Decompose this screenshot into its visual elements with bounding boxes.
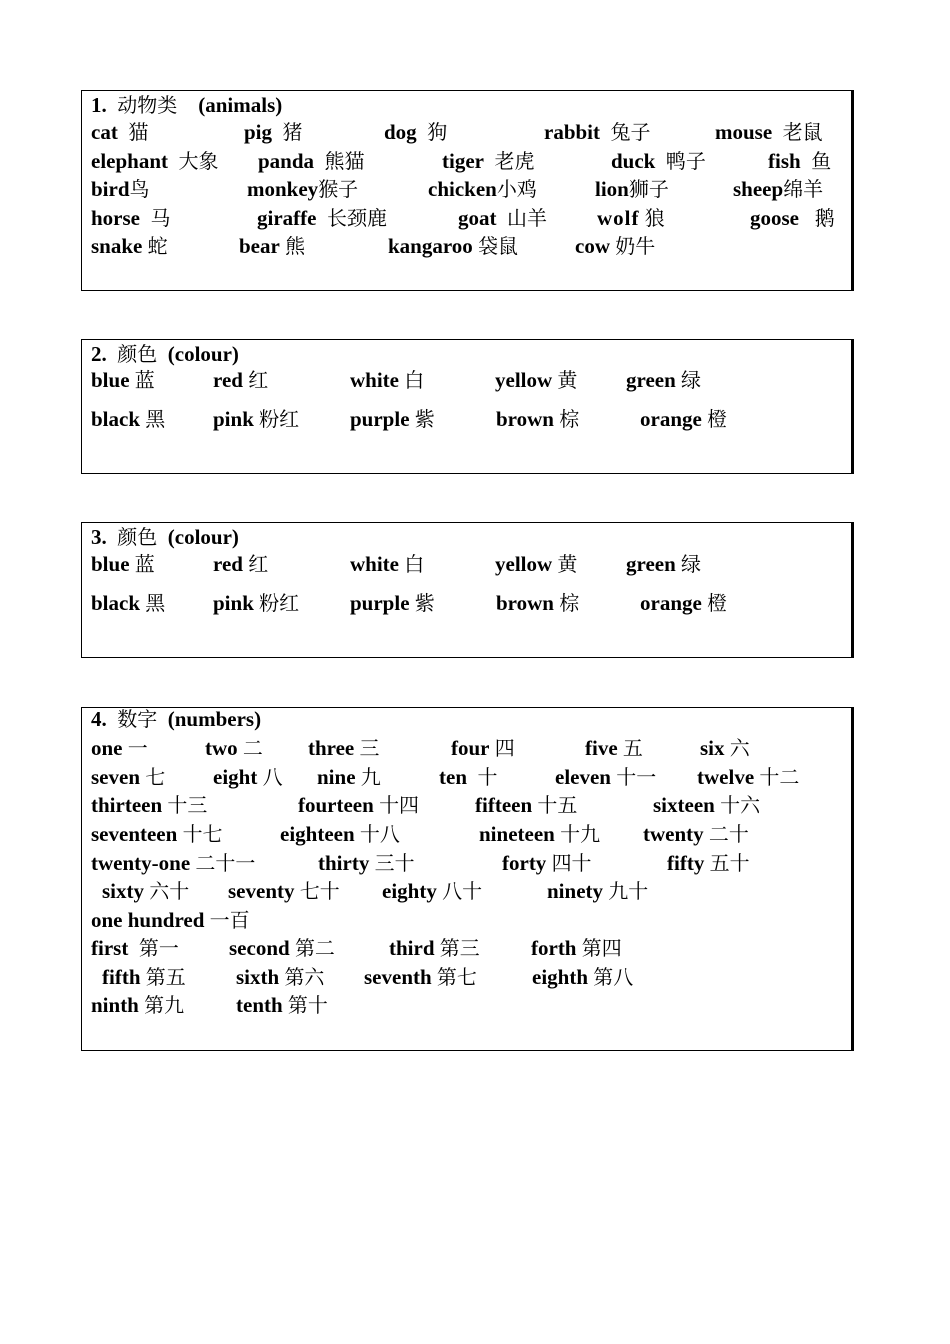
english-word: tenth bbox=[236, 993, 283, 1017]
vocab-row bbox=[82, 934, 851, 962]
chinese-translation: 五十 bbox=[709, 851, 750, 875]
chinese-translation: 六 bbox=[729, 736, 750, 760]
english-word: chicken bbox=[428, 177, 497, 201]
vocab-entry bbox=[643, 820, 749, 848]
english-word: elephant bbox=[91, 149, 169, 173]
chinese-translation: 黄 bbox=[557, 368, 578, 392]
english-word: yellow bbox=[495, 368, 553, 392]
vocab-row bbox=[82, 147, 851, 175]
vocab-entry bbox=[626, 550, 701, 578]
chinese-translation: 红 bbox=[248, 552, 269, 576]
english-word: eighteen bbox=[280, 822, 355, 846]
vocab-entry bbox=[91, 906, 250, 934]
vocab-entry bbox=[247, 175, 358, 203]
vocab-entry bbox=[91, 849, 255, 877]
vocab-entry bbox=[91, 763, 165, 791]
english-word: duck bbox=[611, 149, 656, 173]
english-word: nineteen bbox=[479, 822, 555, 846]
chinese-translation: 第二 bbox=[294, 936, 335, 960]
english-word: goose bbox=[750, 206, 799, 230]
chinese-translation: 十二 bbox=[759, 765, 800, 789]
chinese-translation: 鹅 bbox=[814, 206, 835, 230]
chinese-translation: 蓝 bbox=[134, 552, 155, 576]
vocab-entry bbox=[733, 175, 823, 203]
vocab-entry bbox=[496, 589, 579, 617]
english-word: fifteen bbox=[475, 793, 533, 817]
english-word: sixth bbox=[236, 965, 280, 989]
english-word: pig bbox=[244, 120, 273, 144]
vocab-entry bbox=[213, 763, 283, 791]
vocab-entry bbox=[439, 763, 498, 791]
vocab-entry bbox=[91, 589, 165, 617]
chinese-translation: 四十 bbox=[551, 851, 592, 875]
vocab-entry bbox=[91, 934, 179, 962]
chinese-translation: 七十 bbox=[299, 879, 340, 903]
chinese-translation: 十七 bbox=[182, 822, 223, 846]
vocab-entry bbox=[91, 820, 223, 848]
english-word: seventy bbox=[228, 879, 295, 903]
english-word: blue bbox=[91, 368, 130, 392]
vocab-entry bbox=[700, 734, 750, 762]
vocab-row bbox=[82, 791, 851, 819]
english-word: black bbox=[91, 591, 141, 615]
vocab-row bbox=[82, 405, 851, 433]
english-word: forth bbox=[531, 936, 577, 960]
section-title: 2. 颜色 (colour) bbox=[91, 342, 239, 366]
english-word: six bbox=[700, 736, 725, 760]
english-word: brown bbox=[496, 591, 554, 615]
english-word: pink bbox=[213, 407, 254, 431]
chinese-translation: 第六 bbox=[284, 965, 325, 989]
english-word: nine bbox=[317, 765, 356, 789]
english-word: bird bbox=[91, 177, 130, 201]
chinese-translation: 三 bbox=[359, 736, 380, 760]
chinese-translation: 狼 bbox=[644, 206, 665, 230]
vocab-entry bbox=[388, 232, 518, 260]
chinese-translation: 十 bbox=[477, 765, 498, 789]
english-word: third bbox=[389, 936, 435, 960]
chinese-translation: 黄 bbox=[557, 552, 578, 576]
vocab-entry bbox=[236, 991, 328, 1019]
chinese-translation: 鸭子 bbox=[665, 149, 706, 173]
vocab-entry bbox=[768, 147, 831, 175]
chinese-translation: 二 bbox=[242, 736, 263, 760]
vocab-row bbox=[82, 820, 851, 848]
english-word: two bbox=[205, 736, 238, 760]
chinese-translation: 十六 bbox=[720, 793, 761, 817]
english-word: twenty bbox=[643, 822, 704, 846]
chinese-translation: 猫 bbox=[128, 120, 149, 144]
chinese-translation: 猴子 bbox=[318, 177, 359, 201]
vocab-entry bbox=[479, 820, 600, 848]
english-word: white bbox=[350, 368, 399, 392]
chinese-translation: 棕 bbox=[559, 407, 580, 431]
english-word: fifth bbox=[102, 965, 141, 989]
vocab-row bbox=[82, 118, 851, 146]
vocab-entry bbox=[502, 849, 592, 877]
english-word: sixteen bbox=[653, 793, 715, 817]
chinese-translation: 第九 bbox=[144, 993, 185, 1017]
chinese-translation: 十四 bbox=[379, 793, 420, 817]
vocab-entry bbox=[91, 791, 207, 819]
chinese-translation: 绵羊 bbox=[783, 177, 824, 201]
vocab-entry bbox=[91, 232, 168, 260]
vocab-entry bbox=[350, 589, 435, 617]
vocab-entry bbox=[384, 118, 447, 146]
vocab-entry bbox=[667, 849, 750, 877]
chinese-translation: 粉红 bbox=[259, 591, 300, 615]
vocab-entry bbox=[475, 791, 577, 819]
chinese-translation: 红 bbox=[248, 368, 269, 392]
vocab-entry bbox=[91, 175, 150, 203]
vocab-entry bbox=[91, 147, 219, 175]
vocab-entry bbox=[91, 118, 148, 146]
chinese-translation: 橙 bbox=[707, 591, 728, 615]
section-3-box bbox=[81, 522, 852, 658]
vocab-entry bbox=[428, 175, 537, 203]
vocab-entry bbox=[575, 232, 655, 260]
vocab-entry bbox=[451, 734, 515, 762]
chinese-translation: 第七 bbox=[436, 965, 477, 989]
chinese-translation: 猪 bbox=[282, 120, 303, 144]
chinese-translation: 四 bbox=[494, 736, 515, 760]
vocab-row bbox=[82, 175, 851, 203]
vocab-entry bbox=[91, 550, 155, 578]
english-word: three bbox=[308, 736, 355, 760]
chinese-translation: 第十 bbox=[287, 993, 328, 1017]
chinese-translation: 粉红 bbox=[259, 407, 300, 431]
vocab-entry bbox=[102, 877, 189, 905]
english-word: green bbox=[626, 368, 676, 392]
section-title: 1. 动物类 (animals) bbox=[91, 93, 283, 117]
chinese-translation: 第一 bbox=[138, 936, 179, 960]
english-word: kangaroo bbox=[388, 234, 473, 258]
vocab-entry bbox=[495, 550, 577, 578]
english-word: four bbox=[451, 736, 490, 760]
chinese-translation: 熊猫 bbox=[324, 149, 365, 173]
vocab-row bbox=[82, 877, 851, 905]
english-word: blue bbox=[91, 552, 130, 576]
english-word: fourteen bbox=[298, 793, 374, 817]
chinese-translation: 棕 bbox=[559, 591, 580, 615]
section-1-box bbox=[81, 90, 852, 291]
chinese-translation: 八十 bbox=[442, 879, 483, 903]
vocab-entry bbox=[350, 550, 424, 578]
chinese-translation: 蓝 bbox=[134, 368, 155, 392]
vocab-entry bbox=[389, 934, 480, 962]
vocab-row bbox=[82, 906, 851, 934]
english-word: second bbox=[229, 936, 290, 960]
section-title: 4. 数字 (numbers) bbox=[91, 707, 262, 731]
chinese-translation: 熊 bbox=[285, 234, 306, 258]
english-word: seven bbox=[91, 765, 140, 789]
vocab-row bbox=[82, 589, 851, 617]
chinese-translation: 紫 bbox=[414, 591, 435, 615]
chinese-translation: 鱼 bbox=[811, 149, 832, 173]
english-word: horse bbox=[91, 206, 140, 230]
vocab-entry bbox=[213, 366, 268, 394]
vocab-entry bbox=[382, 877, 482, 905]
english-word: sheep bbox=[733, 177, 784, 201]
vocab-entry bbox=[213, 589, 299, 617]
vocab-entry bbox=[640, 589, 727, 617]
chinese-translation: 十三 bbox=[167, 793, 208, 817]
vocab-entry bbox=[544, 118, 651, 146]
chinese-translation: 第八 bbox=[593, 965, 634, 989]
vocab-entry bbox=[102, 963, 186, 991]
chinese-translation: 白 bbox=[404, 552, 425, 576]
english-word: black bbox=[91, 407, 141, 431]
english-word: green bbox=[626, 552, 676, 576]
chinese-translation: 十一 bbox=[616, 765, 657, 789]
chinese-translation: 二十一 bbox=[195, 851, 256, 875]
vocab-row bbox=[82, 734, 851, 762]
chinese-translation: 二十 bbox=[708, 822, 749, 846]
vocab-entry bbox=[91, 405, 165, 433]
vocab-entry bbox=[585, 734, 643, 762]
english-word: orange bbox=[640, 407, 702, 431]
chinese-translation: 六十 bbox=[149, 879, 190, 903]
vocab-row bbox=[82, 204, 851, 232]
chinese-translation: 九 bbox=[360, 765, 381, 789]
vocab-entry bbox=[91, 366, 155, 394]
english-word: twelve bbox=[697, 765, 755, 789]
english-word: five bbox=[585, 736, 618, 760]
vocab-entry bbox=[640, 405, 727, 433]
vocab-entry bbox=[547, 877, 648, 905]
vocab-entry bbox=[495, 366, 577, 394]
vocab-entry bbox=[244, 118, 303, 146]
chinese-translation: 狗 bbox=[427, 120, 448, 144]
chinese-translation: 狮子 bbox=[628, 177, 669, 201]
english-word: rabbit bbox=[544, 120, 601, 144]
vocab-entry bbox=[532, 963, 633, 991]
english-word: purple bbox=[350, 407, 410, 431]
english-word: ninth bbox=[91, 993, 139, 1017]
chinese-translation: 紫 bbox=[414, 407, 435, 431]
vocab-entry bbox=[715, 118, 823, 146]
vocab-entry bbox=[236, 963, 324, 991]
english-word: panda bbox=[258, 149, 315, 173]
vocab-entry bbox=[626, 366, 701, 394]
vocab-entry bbox=[595, 175, 669, 203]
english-word: tiger bbox=[442, 149, 484, 173]
section-2-box bbox=[81, 339, 852, 474]
english-word: eighty bbox=[382, 879, 437, 903]
vocab-entry bbox=[308, 734, 380, 762]
vocab-row bbox=[82, 550, 851, 578]
vocab-entry bbox=[555, 763, 656, 791]
english-word: dog bbox=[384, 120, 417, 144]
vocab-entry bbox=[611, 147, 706, 175]
chinese-translation: 第三 bbox=[439, 936, 480, 960]
vocab-entry bbox=[298, 791, 419, 819]
english-word: fish bbox=[768, 149, 801, 173]
vocab-entry bbox=[697, 763, 799, 791]
vocab-entry bbox=[350, 405, 435, 433]
vocab-entry bbox=[213, 405, 299, 433]
chinese-translation: 九十 bbox=[608, 879, 649, 903]
english-word: monkey bbox=[247, 177, 319, 201]
english-word: forty bbox=[502, 851, 547, 875]
vocab-entry bbox=[597, 204, 665, 232]
chinese-translation: 十九 bbox=[560, 822, 601, 846]
chinese-translation: 三十 bbox=[374, 851, 415, 875]
english-word: cow bbox=[575, 234, 610, 258]
english-word: brown bbox=[496, 407, 554, 431]
chinese-translation: 第四 bbox=[581, 936, 622, 960]
english-word: orange bbox=[640, 591, 702, 615]
english-word: first bbox=[91, 936, 129, 960]
english-word: lion bbox=[595, 177, 629, 201]
chinese-translation: 鸟 bbox=[129, 177, 150, 201]
chinese-translation: 老鼠 bbox=[782, 120, 823, 144]
vocab-entry bbox=[205, 734, 263, 762]
vocab-entry bbox=[257, 204, 387, 232]
english-word: twenty-one bbox=[91, 851, 191, 875]
chinese-translation: 小鸡 bbox=[496, 177, 537, 201]
vocab-entry bbox=[750, 204, 835, 232]
english-word: eighth bbox=[532, 965, 589, 989]
vocab-entry bbox=[239, 232, 305, 260]
english-word: red bbox=[213, 552, 243, 576]
vocab-entry bbox=[496, 405, 579, 433]
chinese-translation: 十八 bbox=[359, 822, 400, 846]
english-word: thirteen bbox=[91, 793, 163, 817]
chinese-translation: 长颈鹿 bbox=[326, 206, 387, 230]
vocab-entry bbox=[213, 550, 268, 578]
vocab-row bbox=[82, 763, 851, 791]
chinese-translation: 一百 bbox=[209, 908, 250, 932]
english-word: fifty bbox=[667, 851, 705, 875]
vocab-entry bbox=[458, 204, 547, 232]
vocab-entry bbox=[91, 204, 171, 232]
chinese-translation: 十五 bbox=[537, 793, 578, 817]
english-word: eleven bbox=[555, 765, 611, 789]
english-word: one hundred bbox=[91, 908, 205, 932]
vocab-entry bbox=[364, 963, 477, 991]
english-word: bear bbox=[239, 234, 280, 258]
english-word: purple bbox=[350, 591, 410, 615]
chinese-translation: 大象 bbox=[178, 149, 219, 173]
english-word: seventh bbox=[364, 965, 432, 989]
vocab-entry bbox=[531, 934, 622, 962]
english-word: one bbox=[91, 736, 123, 760]
vocab-row bbox=[82, 366, 851, 394]
english-word: giraffe bbox=[257, 206, 317, 230]
vocab-entry bbox=[318, 849, 415, 877]
chinese-translation: 七 bbox=[145, 765, 166, 789]
chinese-translation: 绿 bbox=[681, 552, 702, 576]
vocab-entry bbox=[280, 820, 400, 848]
vocab-entry bbox=[228, 877, 340, 905]
vocab-row bbox=[82, 849, 851, 877]
vocab-entry bbox=[91, 734, 148, 762]
vocab-row bbox=[82, 991, 851, 1019]
english-word: pink bbox=[213, 591, 254, 615]
vocab-entry bbox=[229, 934, 335, 962]
vocab-entry bbox=[442, 147, 534, 175]
chinese-translation: 橙 bbox=[707, 407, 728, 431]
english-word: thirty bbox=[318, 851, 370, 875]
chinese-translation: 白 bbox=[404, 368, 425, 392]
chinese-translation: 老虎 bbox=[494, 149, 535, 173]
english-word: ten bbox=[439, 765, 467, 789]
english-word: red bbox=[213, 368, 243, 392]
chinese-translation: 山羊 bbox=[507, 206, 547, 230]
vocab-entry bbox=[317, 763, 381, 791]
chinese-translation: 八 bbox=[262, 765, 283, 789]
english-word: yellow bbox=[495, 552, 553, 576]
chinese-translation: 袋鼠 bbox=[478, 234, 519, 258]
chinese-translation: 五 bbox=[622, 736, 643, 760]
section-title: 3. 颜色 (colour) bbox=[91, 525, 239, 549]
vocab-entry bbox=[91, 991, 184, 1019]
english-word: cat bbox=[91, 120, 118, 144]
vocab-entry bbox=[653, 791, 760, 819]
english-word: sixty bbox=[102, 879, 144, 903]
english-word: ninety bbox=[547, 879, 604, 903]
chinese-translation: 马 bbox=[150, 206, 171, 230]
chinese-translation: 蛇 bbox=[147, 234, 168, 258]
chinese-translation: 绿 bbox=[681, 368, 702, 392]
vocab-row bbox=[82, 232, 851, 260]
chinese-translation: 第五 bbox=[145, 965, 186, 989]
chinese-translation: 奶牛 bbox=[615, 234, 656, 258]
vocab-entry bbox=[350, 366, 424, 394]
chinese-translation: 黑 bbox=[145, 407, 166, 431]
chinese-translation: 黑 bbox=[145, 591, 166, 615]
vocab-row bbox=[82, 963, 851, 991]
english-word: goat bbox=[458, 206, 497, 230]
section-4-box bbox=[81, 707, 852, 1051]
english-word: eight bbox=[213, 765, 258, 789]
english-word: white bbox=[350, 552, 399, 576]
english-word: seventeen bbox=[91, 822, 178, 846]
english-word: mouse bbox=[715, 120, 773, 144]
chinese-translation: 一 bbox=[127, 736, 148, 760]
chinese-translation: 兔子 bbox=[610, 120, 651, 144]
vocab-entry bbox=[258, 147, 365, 175]
english-word: wolf bbox=[597, 206, 640, 230]
english-word: snake bbox=[91, 234, 143, 258]
